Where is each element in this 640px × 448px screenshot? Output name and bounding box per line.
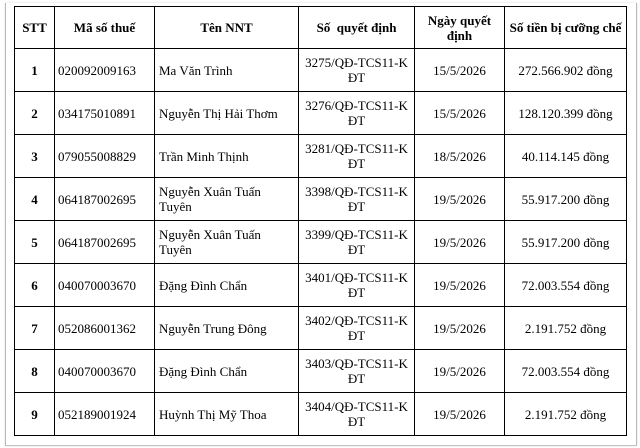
header-enforced-amount: Số tiền bị cưỡng chế [505, 7, 627, 49]
cell-taxpayer-name: Đặng Đình Chẩn [155, 264, 299, 307]
cell-stt: 1 [15, 49, 55, 92]
table-header-row [15, 7, 627, 49]
cell-decision-date: 19/5/2026 [415, 350, 505, 393]
header-decision-number: Số quyết định [299, 7, 415, 49]
header-taxpayer-name: Tên NNT [155, 7, 299, 49]
cell-enforced-amount: 72.003.554 đồng [505, 350, 627, 393]
cell-decision-number: 3275/QĐ-TCS11-K ĐT [299, 49, 415, 92]
cell-taxpayer-name: Ma Văn Trình [155, 49, 299, 92]
cell-tax-code: 052189001924 [55, 393, 155, 436]
cell-decision-number: 3398/QĐ-TCS11-K ĐT [299, 178, 415, 221]
cell-decision-date: 19/5/2026 [415, 307, 505, 350]
cell-decision-date: 19/5/2026 [415, 221, 505, 264]
table-row [15, 49, 627, 92]
cell-decision-number: 3401/QĐ-TCS11-K ĐT [299, 264, 415, 307]
cell-enforced-amount: 40.114.145 đồng [505, 135, 627, 178]
table-body [15, 49, 627, 436]
table-row [15, 393, 627, 436]
cell-taxpayer-name: Nguyễn Xuân Tuấn Tuyên [155, 178, 299, 221]
cell-decision-date: 18/5/2026 [415, 135, 505, 178]
cell-enforced-amount: 128.120.399 đồng [505, 92, 627, 135]
cell-decision-date: 15/5/2026 [415, 92, 505, 135]
cell-stt: 6 [15, 264, 55, 307]
cell-decision-number: 3399/QĐ-TCS11-K ĐT [299, 221, 415, 264]
cell-stt: 3 [15, 135, 55, 178]
cell-decision-date: 19/5/2026 [415, 178, 505, 221]
cell-stt: 2 [15, 92, 55, 135]
enforcement-table [14, 6, 627, 436]
header-tax-code: Mã số thuế [55, 7, 155, 49]
cell-decision-date: 19/5/2026 [415, 393, 505, 436]
document-sheet [5, 3, 637, 446]
cell-decision-number: 3276/QĐ-TCS11-K ĐT [299, 92, 415, 135]
cell-stt: 4 [15, 178, 55, 221]
cell-taxpayer-name: Trần Minh Thịnh [155, 135, 299, 178]
cell-tax-code: 040070003670 [55, 264, 155, 307]
cell-enforced-amount: 55.917.200 đồng [505, 221, 627, 264]
table-row [15, 350, 627, 393]
cell-stt: 9 [15, 393, 55, 436]
cell-taxpayer-name: Nguyễn Xuân Tuấn Tuyên [155, 221, 299, 264]
cell-stt: 8 [15, 350, 55, 393]
cell-tax-code: 079055008829 [55, 135, 155, 178]
cell-tax-code: 040070003670 [55, 350, 155, 393]
cell-taxpayer-name: Nguyễn Thị Hải Thơm [155, 92, 299, 135]
cell-stt: 7 [15, 307, 55, 350]
header-stt: STT [15, 7, 55, 49]
cell-tax-code: 020092009163 [55, 49, 155, 92]
cell-taxpayer-name: Nguyễn Trung Đông [155, 307, 299, 350]
cell-decision-number: 3403/QĐ-TCS11-K ĐT [299, 350, 415, 393]
cell-tax-code: 034175010891 [55, 92, 155, 135]
cell-decision-date: 19/5/2026 [415, 264, 505, 307]
table-row [15, 135, 627, 178]
table-row [15, 92, 627, 135]
cell-enforced-amount: 272.566.902 đồng [505, 49, 627, 92]
cell-taxpayer-name: Đặng Đình Chẩn [155, 350, 299, 393]
cell-enforced-amount: 2.191.752 đồng [505, 307, 627, 350]
cell-enforced-amount: 55.917.200 đồng [505, 178, 627, 221]
table-row [15, 264, 627, 307]
cell-tax-code: 064187002695 [55, 221, 155, 264]
cell-taxpayer-name: Huỳnh Thị Mỹ Thoa [155, 393, 299, 436]
cell-decision-date: 15/5/2026 [415, 49, 505, 92]
cell-decision-number: 3281/QĐ-TCS11-K ĐT [299, 135, 415, 178]
cell-decision-number: 3402/QĐ-TCS11-K ĐT [299, 307, 415, 350]
cell-tax-code: 064187002695 [55, 178, 155, 221]
cell-enforced-amount: 72.003.554 đồng [505, 264, 627, 307]
table-row [15, 221, 627, 264]
table-row [15, 307, 627, 350]
header-decision-date: Ngày quyết định [415, 7, 505, 49]
cell-decision-number: 3404/QĐ-TCS11-K ĐT [299, 393, 415, 436]
cell-enforced-amount: 2.191.752 đồng [505, 393, 627, 436]
cell-stt: 5 [15, 221, 55, 264]
table-row [15, 178, 627, 221]
cell-tax-code: 052086001362 [55, 307, 155, 350]
